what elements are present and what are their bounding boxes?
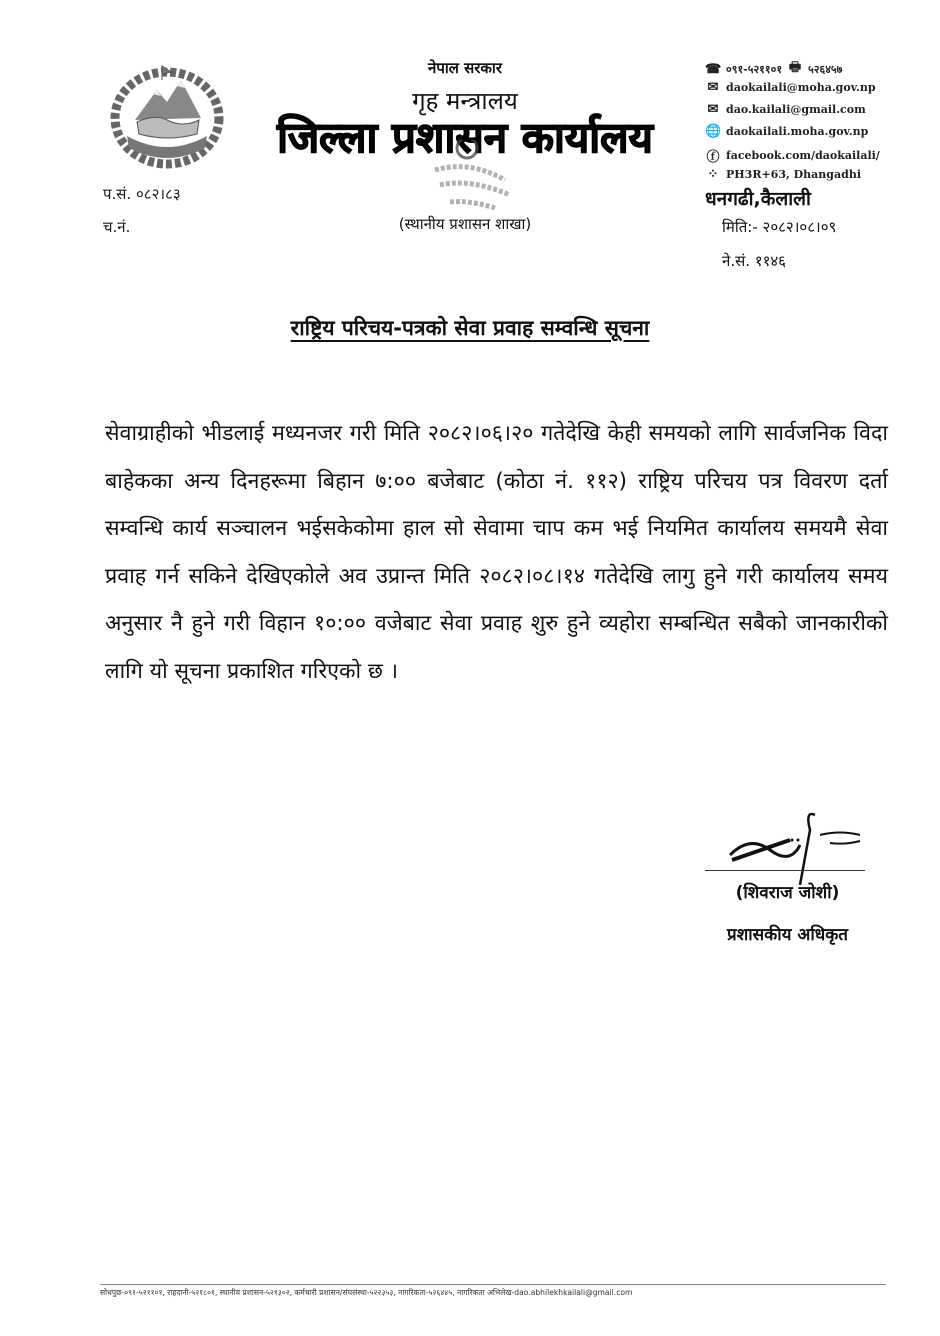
nepal-sambat-year: ने.सं. ११४६ (722, 252, 786, 270)
website-link[interactable]: daokailali.moha.gov.np (726, 125, 869, 138)
email-official[interactable]: daokailali@moha.gov.np (726, 81, 876, 94)
contact-website (705, 124, 868, 139)
email-icon: ✉ (707, 102, 719, 117)
fax-number: ५२६४५७ (808, 62, 843, 76)
nepal-emblem-logo (105, 58, 230, 173)
signatory-name: (शिवराज जोशी) (735, 883, 840, 903)
contact-email-gmail (705, 102, 866, 117)
office-stamp (415, 140, 525, 215)
email-gmail[interactable]: dao.kailali@gmail.com (726, 103, 866, 116)
signature-line (705, 870, 865, 871)
government-name: नेपाल सरकार (428, 59, 502, 77)
handwritten-signature (720, 805, 870, 885)
contact-facebook (705, 146, 880, 165)
office-name: जिल्ला प्रशासन कार्यालय (277, 113, 653, 162)
ministry-name: गृह मन्त्रालय (412, 87, 518, 115)
branch-name: (स्थानीय प्रशासन शाखा) (398, 215, 532, 233)
facebook-icon: ⓕ (706, 150, 720, 165)
phone-number: ०९१-५२११०१ (726, 62, 783, 76)
notice-title: राष्ट्रिय परिचय-पत्रको सेवा प्रवाह सम्वन्धि सूचना (290, 316, 650, 340)
contact-pluscode (705, 167, 861, 182)
dispatch-number: च.नं. (103, 218, 131, 236)
notice-body: सेवाग्राहीको भीडलाई मध्यनजर गरी मिति २०८२।०६।२० गतेदेखि केही समयको लागि सार्वजनिक विदा बाहेकका अन्य दिनहरूमा बिहान ७:०० बजेबाट (कोठा नं. ११२) राष्ट्रिय परिचय पत्र विवरण दर्ता सम्वन्धि कार्य सञ्चालन भईसकेकोमा हाल सो सेवामा चाप कम भई नियमित कार्यालय समयमै सेवा प्रवाह गर्न सकिने देखिएकोले अव उप्रान्त मिति २०८२।०८।१४ गतेदेखि लागु हुने गरी कार्यालय समय अनुसार नै हुने गरी विहान १०:०० वजेबाट सेवा प्रवाह शुरु हुने व्यहोरा सम्बन्धित सबैको जानकारीको लागि यो सूचना प्रकाशित गरिएको छ । (105, 421, 888, 684)
phone-icon: ☎ (705, 61, 722, 77)
footer-contacts: सोधपुछ-०९१-५२११०१, राहदानी-५२१८०१, स्थानीय प्रशासन-५२१३०२, कर्मचारी प्रशासन/संघसंस्था-५२२३५३, नागरिकता-५२६४४५, नागरिकता अभिलेख-dao.abhilekhkailali@gmail.com (100, 1288, 633, 1297)
office-location: धनगढी,कैलाली (705, 188, 811, 210)
contact-email-official (705, 80, 876, 95)
pluscode-icon: ⁘ (707, 167, 719, 182)
fax-icon: 🖶 (788, 60, 802, 75)
pluscode-text: PH3R+63, Dhangadhi (726, 168, 861, 181)
notice-date: मिति:- २०८२।०८।०९ (722, 218, 837, 236)
globe-icon: 🌐 (705, 124, 722, 139)
reference-number: प.सं. ०८२।८३ (103, 185, 181, 203)
footer-divider (100, 1284, 886, 1285)
email-icon: ✉ (707, 80, 719, 95)
signatory-title: प्रशासकीय अधिकृत (727, 925, 848, 945)
facebook-link[interactable]: facebook.com/daokailali/ (726, 149, 880, 162)
contact-phone (705, 58, 842, 80)
